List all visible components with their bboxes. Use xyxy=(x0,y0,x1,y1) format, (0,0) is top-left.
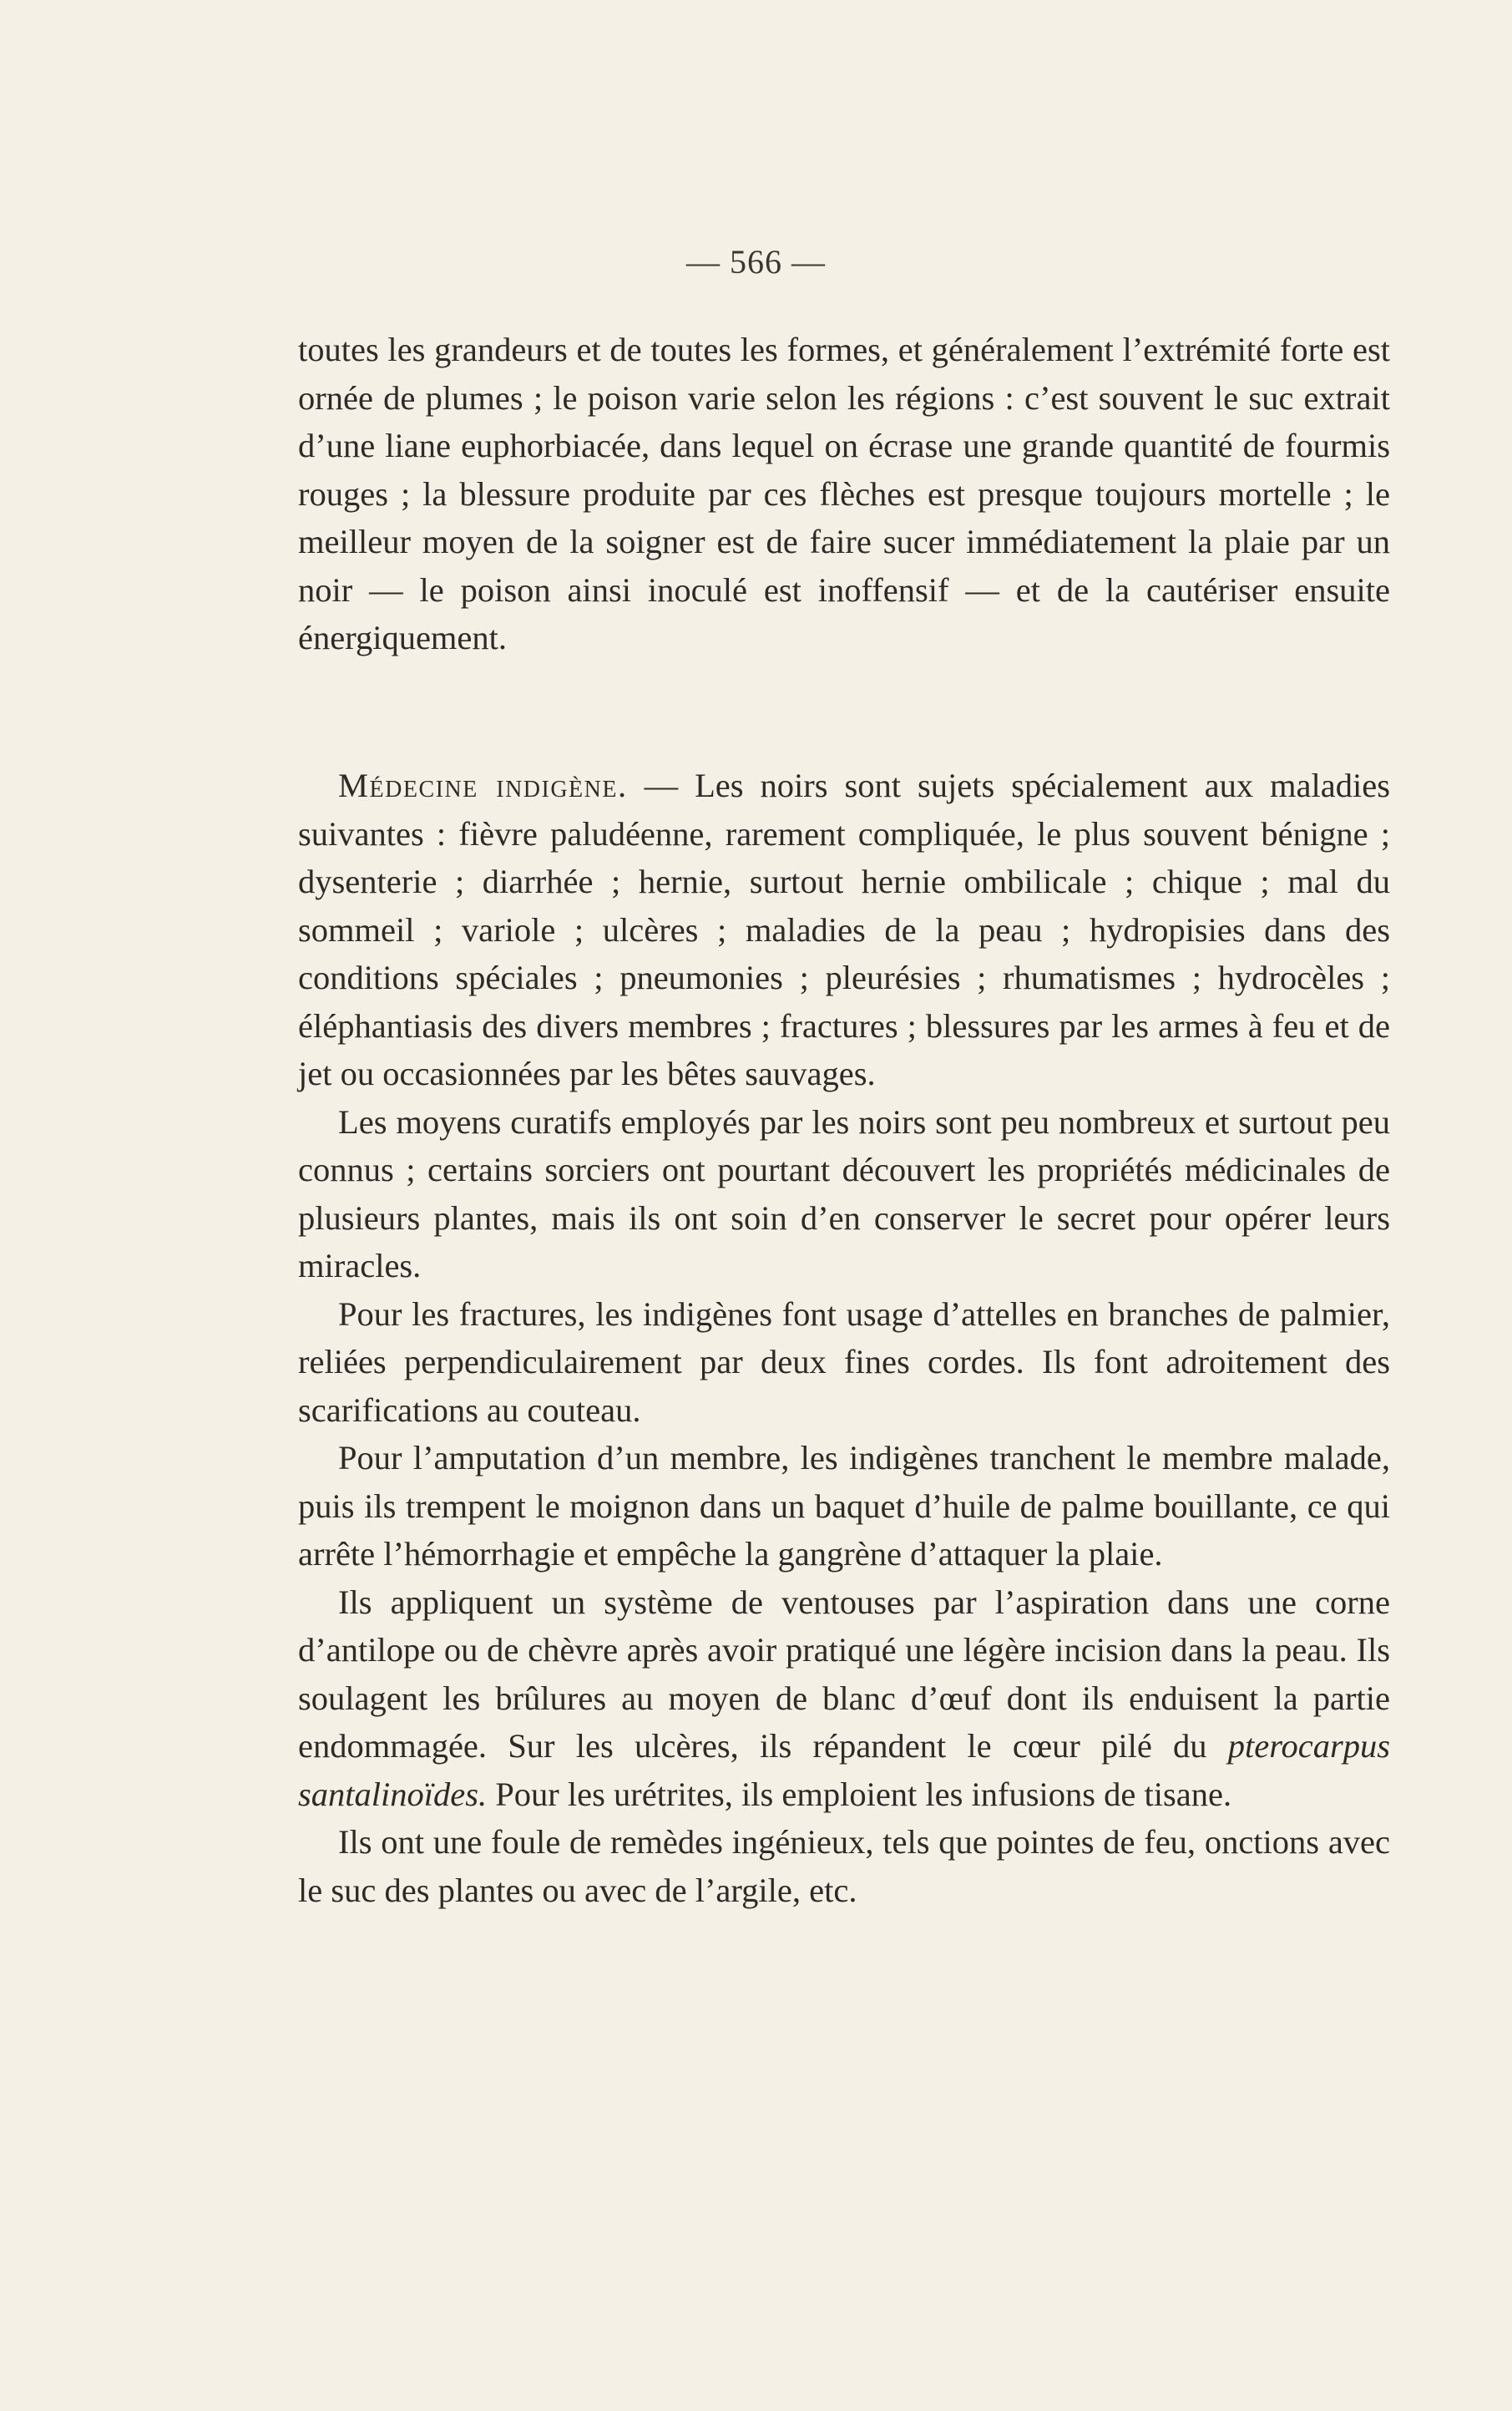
section-heading: Médecine indigène. xyxy=(338,767,628,804)
species-name: pterocarpus santalinoïdes. xyxy=(298,1727,1390,1813)
text-block-main xyxy=(298,762,1390,1914)
paragraph-ventouses xyxy=(298,1578,1390,1819)
paragraph-moyens-curatifs: Les moyens curatifs employés par les noirs sont peu nombreux et surtout peu connus ; certains sorciers ont pourtant découvert les propriétés médicinales de plusieurs plantes, mais ils ont soin d’en conserver le secret pour opérer leurs miracles. xyxy=(298,1102,1390,1284)
paragraph-text: Ils appliquent un système de ventouses par l’aspiration dans une corne d’antilope ou de chèvre après avoir pratiqué une légère incision dans la peau. Ils soulagent les brûlures au moyen de blanc d’œuf dont ils enduisent la partie endommagée. Sur les ulcères, ils répandent le cœur pilé du xyxy=(298,1583,1390,1765)
paragraph-body: — Les noirs sont sujets spécialement aux maladies suivantes : fièvre paludéenne, rarement compliquée, le plus souvent bénigne ; dysenterie ; diarrhée ; hernie, surtout hernie ombilicale ; chique ; mal du sommeil ; variole ; ulcères ; maladies de la peau ; hydropisies dans des conditions spéciales ; pneumonies ; pleurésies ; rhumatismes ; hydrocèles ; éléphantiasis des divers membres ; fractures ; blessures par les armes à feu et de jet ou occasionnées par les bêtes sauvages. xyxy=(298,767,1390,1092)
paragraph-continuation: toutes les grandeurs et de toutes les formes, et généralement l’extrémité forte est ornée de plumes ; le poison varie selon les régions : c’est souvent le suc extrait d’une liane euphorbiacée, dans lequel on écrase une grande quantité de fourmis rouges ; la blessure produite par ces flèches est presque toujours mortelle ; le meilleur moyen de la soigner est de faire sucer immédiatement la plaie par un noir — le poison ainsi inoculé est inoffensif — et de la cautériser ensuite énergiquement. xyxy=(298,331,1390,656)
paragraph-amputation: Pour l’amputation d’un membre, les indigènes tranchent le membre malade, puis ils trempent le moignon dans un baquet d’huile de palme bouillante, ce qui arrête l’hémorrhagie et empêche la gangrène d’attaquer la plaie. xyxy=(298,1439,1390,1573)
paragraph-text: Pour les urétrites, ils emploient les infusions de tisane. xyxy=(487,1775,1232,1813)
paragraph-medecine-indigene xyxy=(298,762,1390,1098)
text-block-top xyxy=(298,326,1390,662)
paragraph-remedes: Ils ont une foule de remèdes ingénieux, tels que pointes de feu, onctions avec le suc des plantes ou avec de l’argile, etc. xyxy=(298,1823,1390,1909)
paragraph-fractures: Pour les fractures, les indigènes font usage d’attelles en branches de palmier, reliées perpendiculairement par deux fines cordes. Ils font adroitement des scarifications au couteau. xyxy=(298,1294,1390,1429)
page-number: — 566 — xyxy=(686,243,826,281)
